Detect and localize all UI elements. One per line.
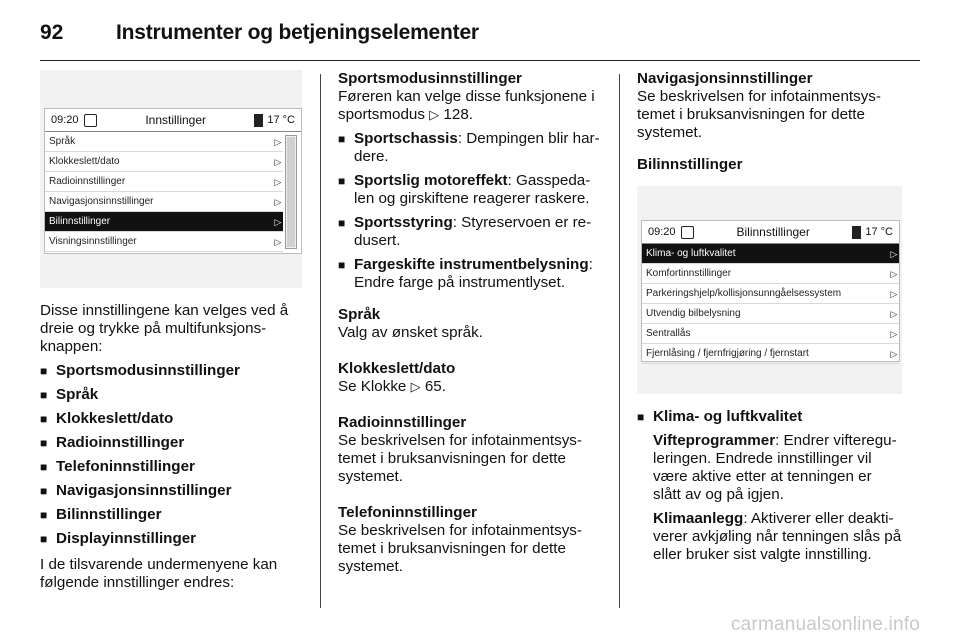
screen-title: Innstillinger: [145, 113, 207, 127]
screen-title: Bilinnstillinger: [736, 225, 810, 239]
screen-temperature: 17 °C: [267, 114, 295, 126]
screen-menu-item[interactable]: Visningsinnstillinger ▷: [45, 232, 283, 252]
page-reference-icon: ▷: [410, 379, 421, 394]
chevron-right-icon: ▷: [274, 136, 282, 147]
screen-scrollbar[interactable]: [285, 135, 297, 249]
clock-icon: [681, 226, 694, 239]
screen-menu-item[interactable]: Språk ▷: [45, 132, 283, 152]
thermometer-icon: [852, 226, 861, 239]
screen-menu-item[interactable]: Sentrallås ▷: [642, 324, 899, 344]
column-divider-2: [619, 74, 620, 608]
column-1: [40, 70, 302, 602]
list-item: ■ Språk: [40, 386, 302, 404]
car-settings-screen-figure: [637, 186, 902, 394]
nav-heading: Navigasjonsinnstillinger: [637, 70, 813, 87]
list-item: ■ Radioinnstillinger: [40, 434, 302, 452]
screen-menu-item[interactable]: Utvendig bilbelysning ▷: [642, 304, 899, 324]
language-text: Valg av ønsket språk.: [338, 324, 483, 341]
sport-text: Føreren kan velge disse funksjonene i sportsmodus ▷ 128.: [338, 88, 595, 123]
air-conditioning-text: Klimaanlegg: Aktiverer eller deakti-verer avkjøling når tenningen slås på eller bruker sist valgte innstilling.: [653, 510, 902, 563]
sport-heading: Sportsmodusinnstillinger: [338, 70, 522, 87]
screen-menu-item-selected[interactable]: Bilinnstillinger ▷: [45, 212, 283, 232]
chevron-right-icon: ▷: [890, 308, 898, 319]
screen-time: 09:20: [648, 226, 676, 238]
chevron-right-icon: ▷: [890, 328, 898, 339]
radio-heading: Radioinnstillinger: [338, 414, 467, 431]
screen-menu-item[interactable]: Radioinnstillinger ▷: [45, 172, 283, 192]
climate-bullet-list: [637, 408, 902, 564]
settings-screen: [44, 108, 302, 254]
page-title: Instrumenter og betjeningselementer: [116, 21, 479, 44]
column-divider-1: [320, 74, 321, 608]
phone-heading: Telefoninnstillinger: [338, 504, 477, 521]
car-settings-screen: [641, 220, 900, 362]
sport-bullet-list: [338, 130, 604, 292]
list-item: ■ Displayinnstillinger: [40, 530, 302, 548]
phone-text: Se beskrivelsen for infotainmentsys-temet i bruksanvisningen for dette systemet.: [338, 522, 582, 575]
page-number: 92: [40, 21, 64, 44]
settings-bullet-list: [40, 362, 302, 548]
thermometer-icon: [254, 114, 263, 127]
language-heading: Språk: [338, 306, 381, 323]
nav-text: Se beskrivelsen for infotainmentsys-temet i bruksanvisningen for dette systemet.: [637, 88, 881, 141]
car-settings-heading: Bilinnstillinger: [637, 156, 743, 173]
outro-text: I de tilsvarende undermenyene kan følgende innstillinger endres:: [40, 556, 278, 591]
chevron-right-icon: ▷: [274, 196, 282, 207]
list-item: ■ Sportsmodusinnstillinger: [40, 362, 302, 380]
settings-screen-figure: [40, 70, 302, 288]
list-item: ■ Navigasjonsinnstillinger: [40, 482, 302, 500]
screen-temperature: 17 °C: [865, 226, 893, 238]
screen-menu-item[interactable]: Parkeringshjelp/kollisjonsunngåelsessystem ▷: [642, 284, 899, 304]
list-item: ■ Klima- og luftkvalitet Vifteprogrammer: Endrer vifteregu-leringen. Endrede innstillinger vil være aktive etter at tenningen er slått av og på igjen. Klimaanlegg: Aktiverer eller deakti-verer avkjøling når tenningen slås på eller bruker sist valgte innstilling.: [637, 408, 902, 564]
list-item: ■ Klokkeslett/dato: [40, 410, 302, 428]
screen-status-bar: [642, 221, 899, 244]
screen-menu-list: [642, 244, 899, 364]
list-item: ■ Bilinnstillinger: [40, 506, 302, 524]
chevron-right-icon: ▷: [274, 236, 282, 247]
screen-menu-item[interactable]: Klokkeslett/dato ▷: [45, 152, 283, 172]
radio-text: Se beskrivelsen for infotainmentsys-temet i bruksanvisningen for dette systemet.: [338, 432, 582, 485]
fan-programs-text: Vifteprogrammer: Endrer vifteregu-leringen. Endrede innstillinger vil være aktive etter at tenningen er slått av og på igjen.: [653, 432, 897, 503]
screen-menu-item-selected[interactable]: Klima- og luftkvalitet ▷: [642, 244, 899, 264]
chevron-right-icon: ▷: [890, 288, 898, 299]
clock-icon: [84, 114, 97, 127]
list-item: ■ Sportsstyring: Styreservoen er re-dusert.: [338, 214, 604, 250]
chevron-right-icon: ▷: [274, 156, 282, 167]
column-2: [338, 70, 604, 586]
chevron-right-icon: ▷: [890, 348, 898, 359]
scrollbar-thumb[interactable]: [287, 137, 295, 247]
screen-time: 09:20: [51, 114, 79, 126]
list-item: ■ Sportslig motoreffekt: Gasspeda-len og girskiftene reagerer raskere.: [338, 172, 604, 208]
list-item: ■ Telefoninnstillinger: [40, 458, 302, 476]
screen-menu-list: [45, 132, 283, 252]
chevron-right-icon: ▷: [274, 176, 282, 187]
list-item: ■ Fargeskifte instrumentbelysning: Endre farge på instrumentlyset.: [338, 256, 604, 292]
clock-text: Se Klokke ▷ 65.: [338, 378, 446, 395]
intro-text: Disse innstillingene kan velges ved å dreie og trykke på multifunksjons-knappen:: [40, 302, 289, 355]
column-3: [637, 70, 902, 572]
list-item: ■ Sportschassis: Dempingen blir har-dere.: [338, 130, 604, 166]
chevron-right-icon: ▷: [890, 248, 898, 259]
screen-menu-item[interactable]: Fjernlåsing / fjernfrigjøring / fjernstart ▷: [642, 344, 899, 364]
clock-heading: Klokkeslett/dato: [338, 360, 456, 377]
page-reference-icon: ▷: [429, 107, 440, 122]
screen-menu-item[interactable]: Navigasjonsinnstillinger ▷: [45, 192, 283, 212]
chevron-right-icon: ▷: [890, 268, 898, 279]
page-header: [40, 18, 479, 48]
screen-menu-item[interactable]: Komfortinnstillinger ▷: [642, 264, 899, 284]
chevron-right-icon: ▷: [274, 216, 282, 227]
screen-status-bar: [45, 109, 301, 132]
watermark: carmanualsonline.info: [730, 614, 920, 635]
header-rule: [40, 60, 920, 61]
